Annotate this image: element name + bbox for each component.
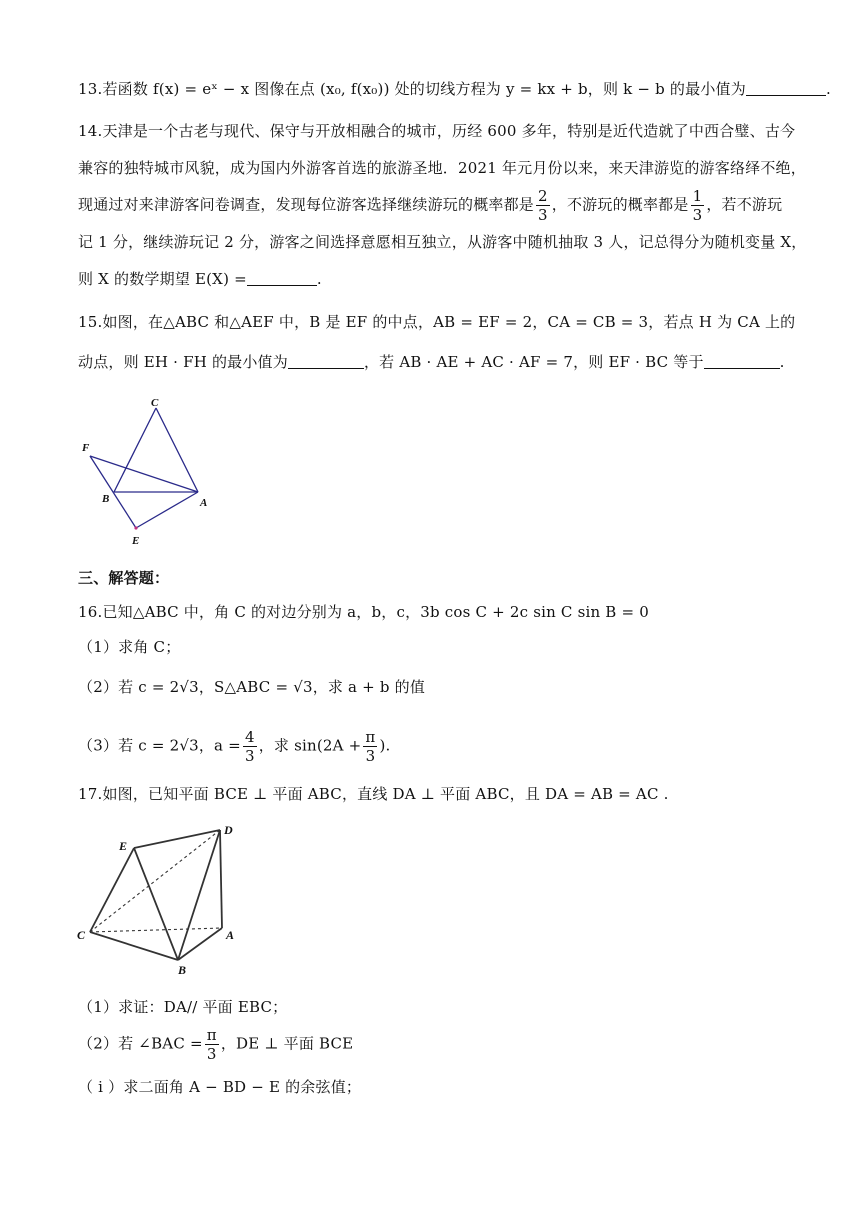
edge-BA <box>178 928 222 960</box>
q17-part1: （1）求证：DA// 平面 EBC； <box>78 998 288 1016</box>
frac-den: 3 <box>244 747 255 765</box>
frac-den: 3 <box>692 206 703 224</box>
frac-den: 3 <box>538 206 548 224</box>
q15-answer-blank-2 <box>704 352 780 369</box>
q17-solid-figure <box>74 818 254 980</box>
edge-EB <box>134 848 178 960</box>
q16-stem: 16.已知△ABC 中，角 C 的对边分别为 a，b，c，3b cos C + 2c sin C sin B = 0 <box>78 603 649 621</box>
q16-part2: （2）若 c = 2√3，S△ABC = √3，求 a + b 的值 <box>78 678 426 696</box>
q14-line3-c: ，若不游玩 <box>706 195 783 214</box>
q14-line2: 兼容的独特城市风貌，成为国内外游客首选的旅游圣地．2021 年元月份以来，来天津游览的游客络绎不绝， <box>78 159 806 177</box>
q14-line1: 14.天津是一个古老与现代、保守与开放相融合的城市，历经 600 多年，特别是近代造就了中西合璧、古今 <box>78 122 796 140</box>
q14-fraction-2-3 <box>536 187 550 224</box>
q15-answer-blank-1 <box>288 352 364 369</box>
label-B: B <box>102 493 110 505</box>
q16-part3-c: ). <box>379 736 391 755</box>
edge-CB <box>114 408 156 492</box>
q15-line2-tail: . <box>779 353 785 371</box>
q15-line2-b: ，若 AB · AE + AC · AF = 7，则 EF · BC 等于 <box>363 353 704 371</box>
edge-ED <box>134 830 220 848</box>
frac-den: 3 <box>206 1045 217 1063</box>
label-D: D <box>224 823 233 837</box>
question-13 <box>78 78 831 100</box>
q13-text: 13.若函数 f(x) = eˣ − x 图像在点 (x₀, f(x₀)) 处的切线方程为 y = kx + b，则 k − b 的最小值为 <box>78 80 746 98</box>
q13-tail: . <box>825 80 831 98</box>
q17-part2 <box>78 1026 353 1063</box>
label-A: A <box>226 928 235 942</box>
q14-line5-tail: . <box>316 270 322 288</box>
frac-num: 4 <box>244 728 255 746</box>
label-E: E <box>132 535 140 547</box>
label-A: A <box>200 497 208 509</box>
frac-den: 3 <box>365 747 376 765</box>
q16-part3-a: （3）若 c = 2√3，a = <box>78 736 241 755</box>
q15-line1: 15.如图，在△ABC 和△AEF 中，B 是 EF 的中点，AB = EF = 2，CA = CB = 3，若点 H 为 CA 上的 <box>78 313 796 331</box>
section-title: 三、解答题： <box>78 569 170 587</box>
label-B: B <box>178 963 187 977</box>
label-C: C <box>77 928 86 942</box>
edge-CA-hidden <box>90 928 222 932</box>
q16-part3-b: ，求 sin(2A + <box>258 736 362 755</box>
q14-line3-b: ，不游玩的概率都是 <box>551 195 689 214</box>
frac-num: π <box>365 728 376 746</box>
q16-part1: （1）求角 C； <box>78 638 181 656</box>
label-C: C <box>151 397 159 409</box>
point-E <box>134 526 137 529</box>
q17-part2-a: （2）若 ∠BAC = <box>78 1034 203 1053</box>
q14-line5-text: 则 X 的数学期望 E(X) = <box>78 270 247 288</box>
q15-line2 <box>78 351 785 373</box>
q16-fraction-pi-3 <box>363 728 377 765</box>
q14-fraction-1-3 <box>691 187 705 224</box>
edge-FA <box>90 456 198 492</box>
q17-stem: 17.如图，已知平面 BCE ⊥ 平面 ABC，直线 DA ⊥ 平面 ABC，且 DA = AB = AC . <box>78 785 669 803</box>
q14-line4: 记 1 分，继续游玩记 2 分，游客之间选择意愿相互独立，从游客中随机抽取 3 人，记总得分为随机变量 X， <box>78 233 807 251</box>
q15-line2-a: 动点，则 EH · FH 的最小值为 <box>78 353 288 371</box>
q13-answer-blank <box>746 79 826 96</box>
edge-DA <box>220 830 222 928</box>
label-E: E <box>119 839 128 853</box>
edge-DB <box>178 830 220 960</box>
edge-CB <box>90 932 178 960</box>
q16-part3 <box>78 728 391 765</box>
frac-num: 2 <box>538 187 548 205</box>
q14-line3-a: 现通过对来津游客问卷调查，发现每位游客选择继续游玩的概率都是 <box>78 195 535 214</box>
q16-fraction-4-3 <box>243 728 257 765</box>
label-F: F <box>82 442 90 454</box>
q14-answer-blank <box>247 269 317 286</box>
edge-EC <box>90 848 134 932</box>
frac-num: 1 <box>692 187 703 205</box>
edge-EA <box>136 492 198 528</box>
frac-num: π <box>206 1026 217 1044</box>
q17-part2-b: ，DE ⊥ 平面 BCE <box>220 1034 354 1053</box>
q17-fraction-pi-3 <box>205 1026 219 1063</box>
q14-line5 <box>78 268 322 290</box>
edge-CD-hidden <box>90 830 220 932</box>
q17-part-i: （ i ）求二面角 A − BD − E 的余弦值； <box>78 1078 362 1096</box>
edge-CA <box>156 408 198 492</box>
q14-line3 <box>78 187 782 224</box>
q15-triangle-figure <box>74 392 224 552</box>
